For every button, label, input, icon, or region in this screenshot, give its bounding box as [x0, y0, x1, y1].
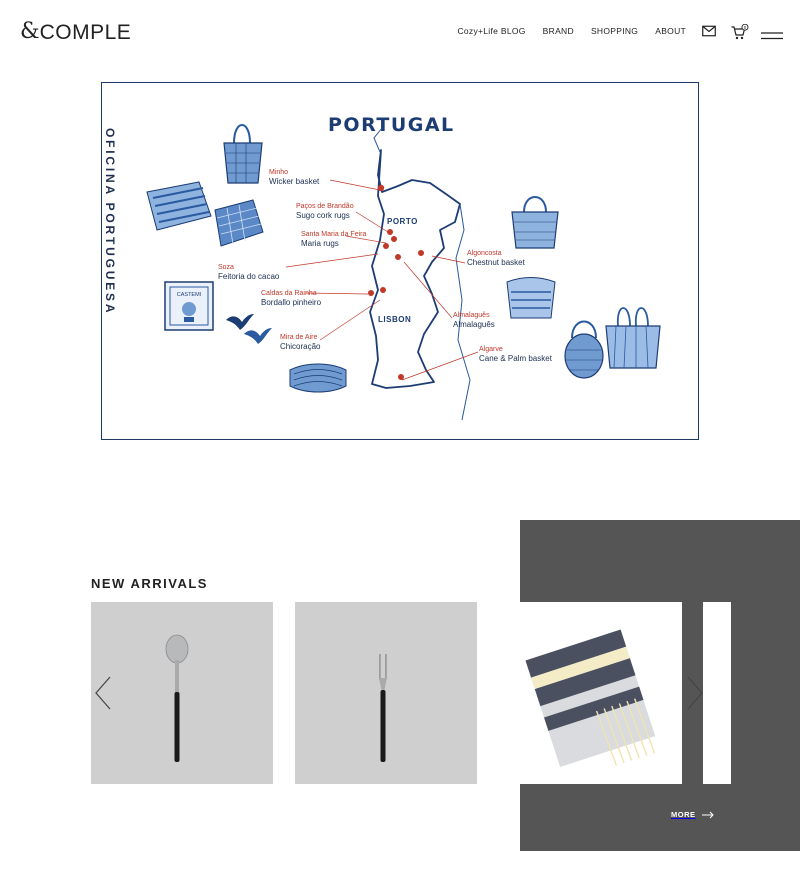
product-card-next-peek[interactable] [703, 602, 731, 784]
banner-vertical-title: OFICINA PORTUGUESA [103, 128, 117, 316]
cork-rug-illustration [143, 178, 215, 234]
more-link[interactable] [671, 810, 714, 819]
label-minho: Minho Wicker basket [269, 169, 320, 187]
label-pacos-de-brandao: Paços de Brandão Sugo cork rugs [296, 203, 354, 221]
product-card-fork[interactable] [295, 602, 477, 784]
logo-text: COMPLE [39, 20, 132, 44]
city-lisbon: LISBON [378, 315, 412, 324]
round-basket-illustration [562, 314, 606, 380]
folded-blanket-illustration [286, 360, 350, 394]
more-label: MORE [671, 810, 696, 819]
label-soza: Soza Feitoria do cacao [218, 264, 280, 282]
carousel-prev-arrow-icon[interactable] [94, 676, 112, 715]
main-nav [457, 26, 686, 36]
blanket-image [500, 602, 682, 784]
mail-icon[interactable] [702, 24, 716, 42]
maria-rug-illustration [207, 198, 267, 250]
nav-shopping[interactable]: SHOPPING [590, 26, 639, 36]
menu-icon[interactable] [761, 27, 783, 45]
nav-blog[interactable]: Cozy+Life BLOG [457, 26, 526, 36]
logo-ampersand: & [20, 19, 40, 44]
carousel-next-arrow-icon[interactable] [686, 676, 704, 715]
chestnut-basket-illustration [510, 190, 560, 252]
cart-count: 0 [743, 25, 747, 30]
tile-text: CASTEMI [176, 292, 202, 298]
wicker-basket-illustration [220, 115, 266, 187]
product-card-blanket[interactable] [500, 602, 682, 784]
arrow-right-icon [702, 811, 714, 819]
nav-brand[interactable]: BRAND [542, 26, 574, 36]
azulejo-tile-illustration [164, 281, 214, 331]
label-algoncosta: Algoncosta Chestnut basket [467, 250, 525, 268]
product-card-spoon[interactable] [91, 602, 273, 784]
logo[interactable] [20, 18, 131, 46]
new-arrivals-title: NEW ARRIVALS [91, 576, 208, 591]
city-porto: PORTO [387, 217, 418, 226]
cart-icon[interactable] [731, 24, 749, 45]
label-mira-de-aire: Mira de Aire Chicoração [280, 334, 321, 352]
palm-basket-illustration [602, 296, 664, 372]
portugal-map [100, 80, 700, 442]
almalagues-bag-illustration [503, 276, 559, 322]
label-caldas-da-rainha: Caldas da Rainha Bordallo pinheiro [261, 290, 322, 308]
label-santa-maria-da-feira: Santa Maria da Feira Maria rugs [301, 231, 367, 249]
label-almalagues: Almalaguês Almalaguês [453, 312, 495, 330]
fork-image [295, 602, 477, 784]
spoon-image [91, 602, 273, 784]
label-algarve: Algarve Cane & Palm basket [479, 346, 552, 364]
swallows-illustration [224, 308, 274, 346]
map-title: PORTUGAL [328, 114, 455, 136]
nav-about[interactable]: ABOUT [655, 26, 686, 36]
